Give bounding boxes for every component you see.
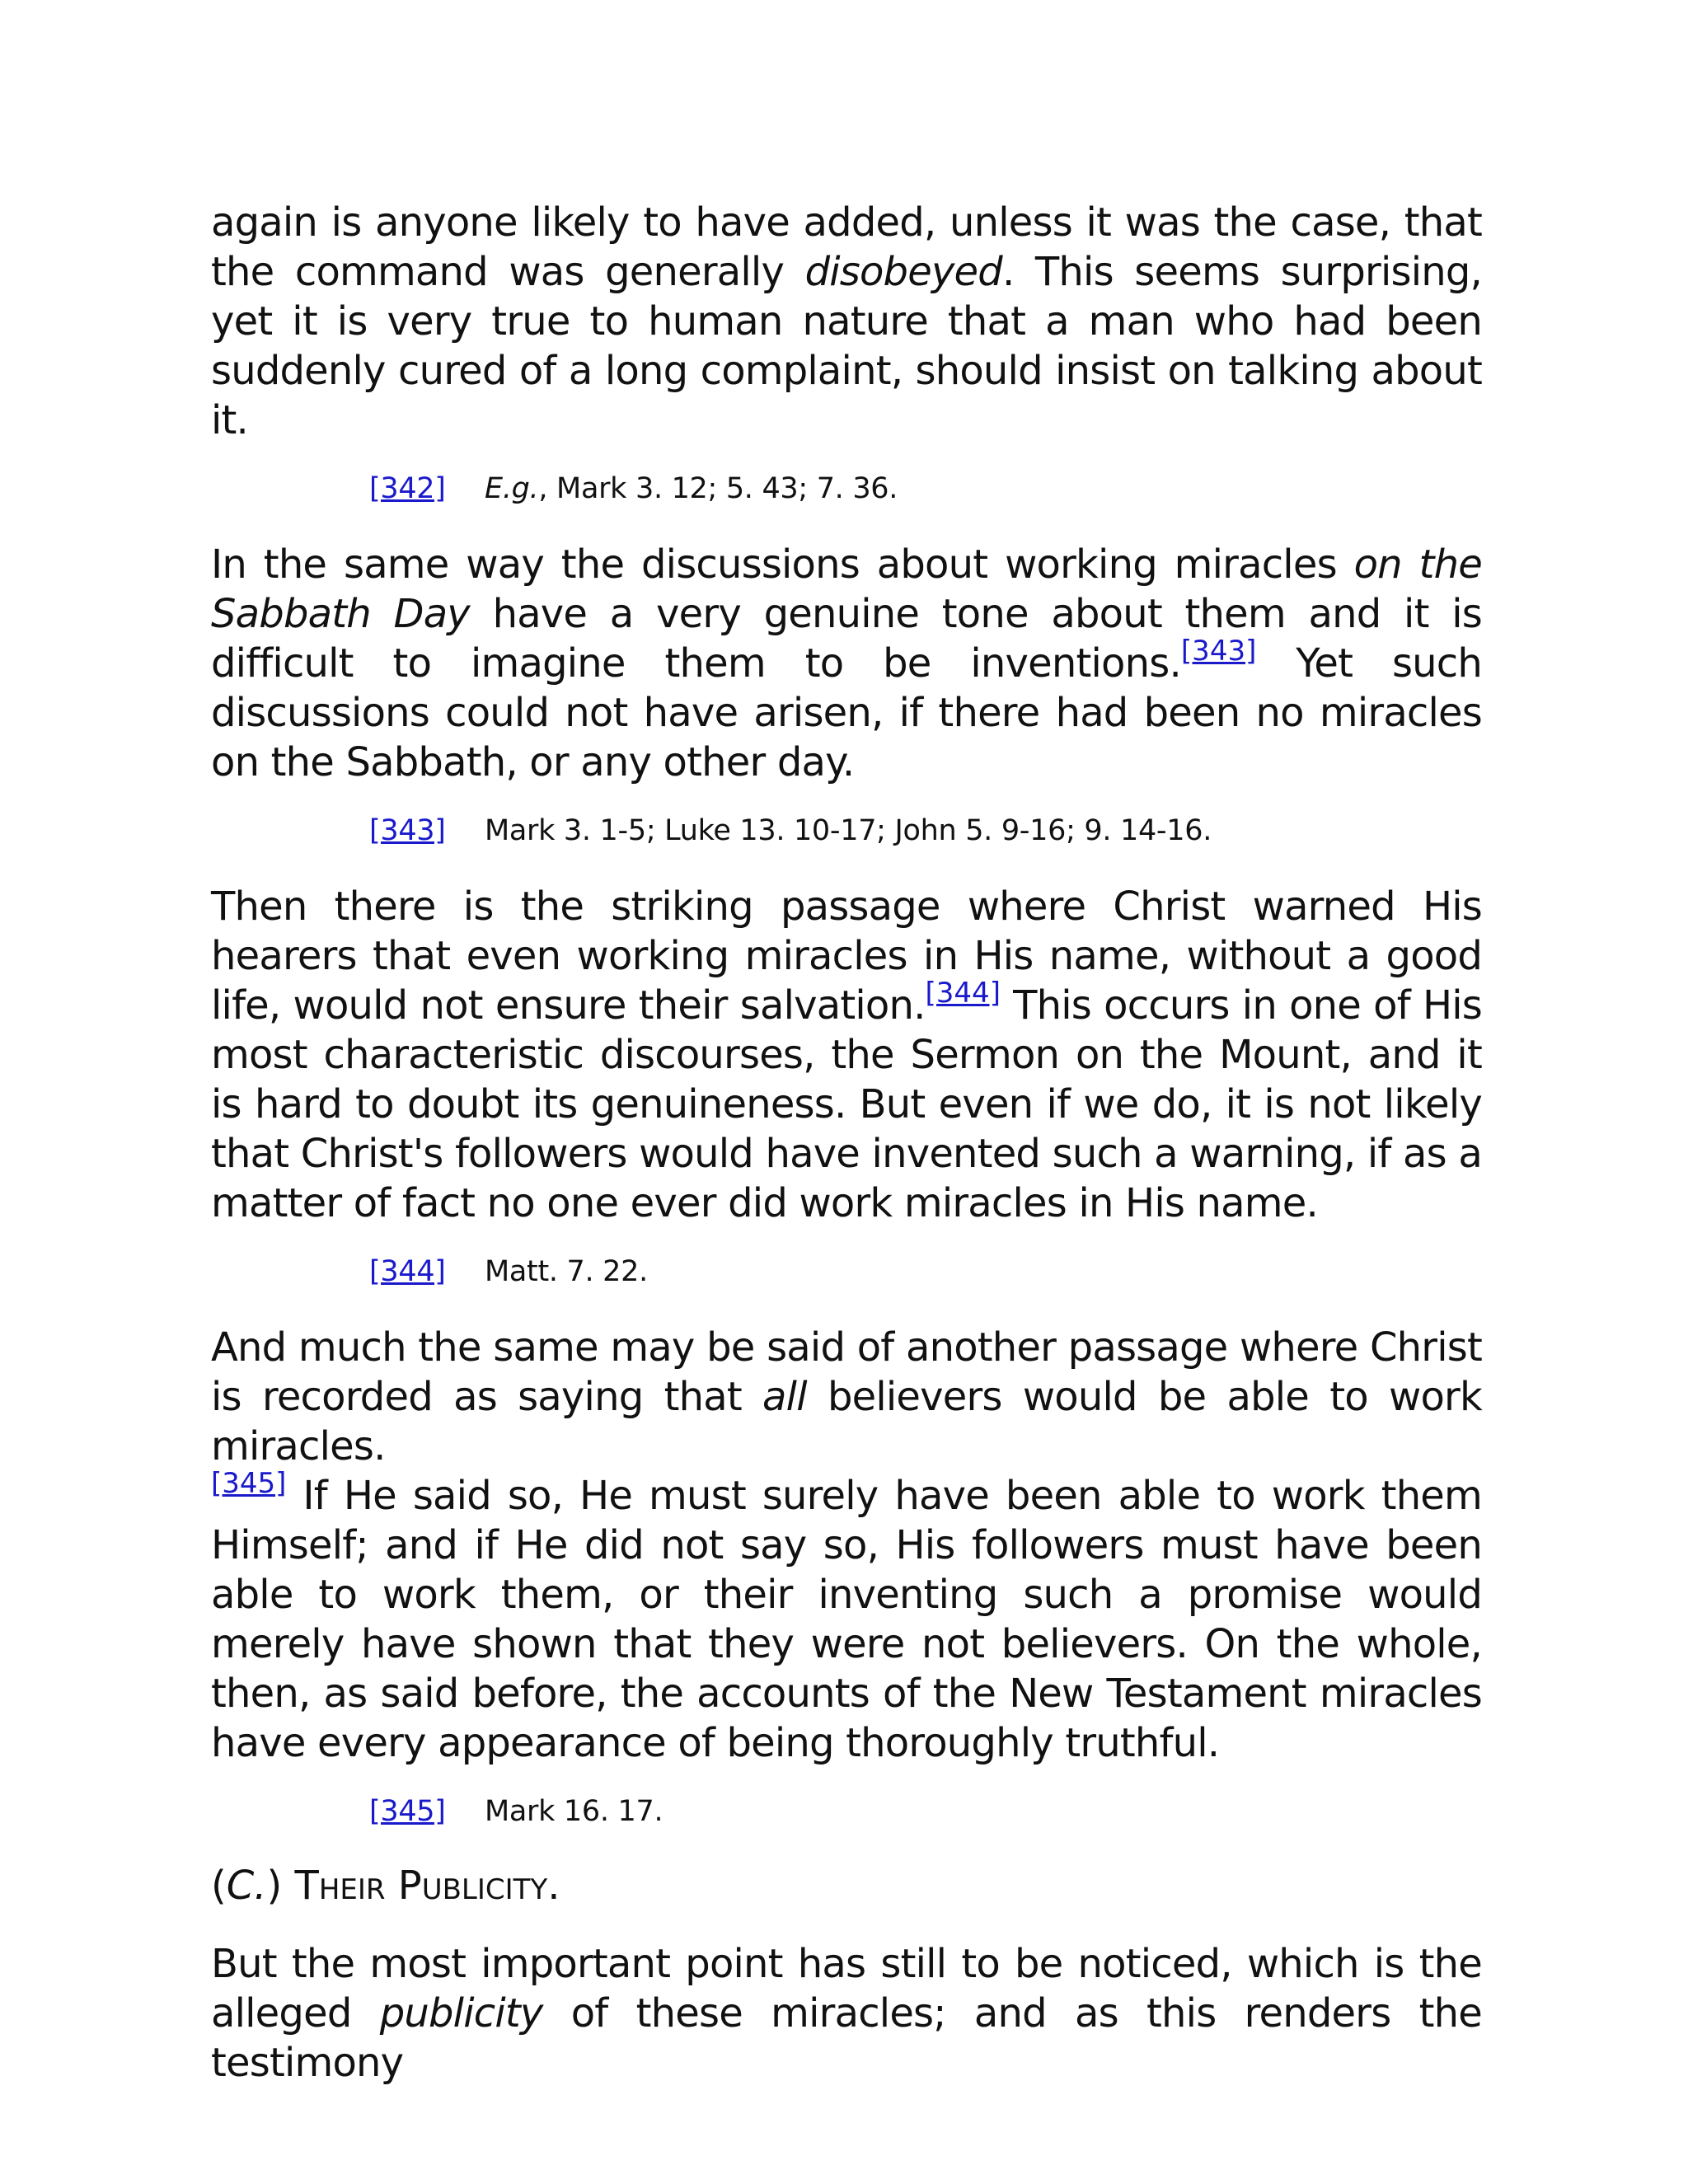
footnote-marker-link[interactable]: [344] (925, 977, 1001, 1010)
text-run: In the same way the discussions about working miracles (211, 541, 1354, 588)
footnote-ref-link[interactable]: [343] (369, 814, 446, 847)
footnote-marker (926, 977, 1001, 1010)
footnote-ref-link[interactable]: [345] (369, 1795, 446, 1828)
emphasis: E.g. (485, 472, 539, 505)
paragraph (211, 1939, 1482, 2088)
text-run: This occurs in one of His most characteristic discourses, the Sermon on the Mount, and it is hard to doubt its genuineness. But even if we do, it is not likely that Christ's followers would have invented such a warning, if as a matter of fact no one ever did work miracles in His name. (211, 982, 1482, 1226)
paragraph (211, 540, 1482, 787)
text-run: Yet such discussions could not have arisen, if there had been no miracles on the Sabbath, or any other day. (211, 640, 1482, 785)
heading-title: Their Publicity (294, 1863, 548, 1909)
text-run: Then there is the striking passage where Christ warned His hearers that even working miracles in His name, without a good life, would not ensure their salvation. (211, 883, 1482, 1029)
paragraph (211, 1323, 1482, 1768)
footnote-text: Mark 3. 1-5; Luke 13. 10-17; John 5. 9-16; 9. 14-16. (485, 814, 1212, 847)
footnote-marker-link[interactable]: [343] (1180, 635, 1257, 668)
footnote-ref-link[interactable]: [342] (369, 472, 446, 505)
text-run: . This seems surprising, yet it is very true to human nature that a man who had been suddenly cured of a long complaint, should insist on talking about it. (211, 249, 1482, 443)
footnote-text: Matt. 7. 22. (485, 1255, 648, 1288)
paragraph (211, 198, 1482, 445)
heading-open-paren: ( (211, 1863, 227, 1909)
footnote-text: Mark 16. 17. (485, 1795, 663, 1828)
emphasis: disobeyed (804, 249, 1002, 295)
footnote-ref-link[interactable]: [344] (369, 1255, 446, 1288)
footnote-marker (1181, 635, 1256, 668)
text-run: If He said so, He must surely have been able to work them Himself; and if He did not say so, His followers must have been able to work them, or their inventing such a promise would merely have shown that they were not believers. On the whole, then, as said before, the accounts of the New Testament miracles have every appearance of being thoroughly truthful. (211, 1473, 1482, 1766)
text-run: of these miracles; and as this renders the testimony (211, 1990, 1482, 2086)
emphasis: all (762, 1374, 807, 1420)
footnote-text: , Mark 3. 12; 5. 43; 7. 36. (538, 472, 898, 505)
document-page (211, 198, 1482, 2088)
paragraph (211, 882, 1482, 1228)
footnote-345 (211, 1791, 1482, 1832)
heading-letter: C. (226, 1863, 267, 1909)
heading-close-paren: ) (266, 1863, 295, 1909)
section-heading (211, 1861, 1482, 1910)
text-run: have a very genuine tone about them and it is difficult to imagine them to be inventions. (211, 591, 1482, 687)
footnote-344 (211, 1251, 1482, 1292)
text-run: believers would be able to work miracles. (211, 1374, 1482, 1469)
footnote-marker-link[interactable]: [345] (211, 1467, 287, 1500)
footnote-343 (211, 810, 1482, 851)
text-run: But the most important point has still to be noticed, which is the alleged (211, 1941, 1482, 2036)
text-run: And much the same may be said of another passage where Christ is recorded as saying that (211, 1324, 1482, 1420)
emphasis: on the Sabbath Day (211, 541, 1482, 637)
text-run: again is anyone likely to have added, unless it was the case, that the command was generally (211, 199, 1482, 295)
emphasis: publicity (379, 1990, 543, 2036)
footnote-marker (211, 1467, 286, 1500)
heading-period: . (547, 1863, 560, 1909)
footnote-342 (211, 468, 1482, 509)
